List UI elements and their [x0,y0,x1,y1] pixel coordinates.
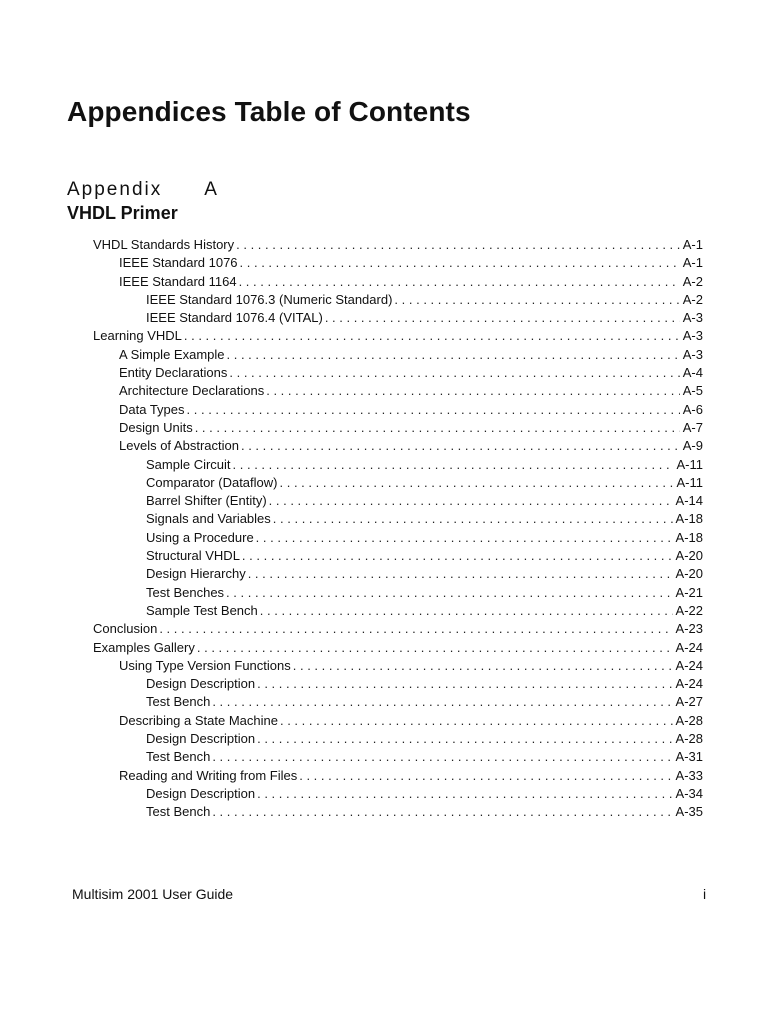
toc-entry[interactable] [146,510,703,528]
toc-entry[interactable] [146,547,703,565]
dot-leader [239,273,680,291]
toc-entry-page: A-34 [675,785,703,801]
dot-leader [159,620,672,638]
dot-leader [233,456,674,474]
appendix-title: VHDL Primer [67,203,178,223]
toc-entry[interactable] [146,785,703,803]
toc-entry-page: A-35 [675,804,703,820]
toc-entry-title: Test Bench [146,749,211,765]
toc-entry-page: A-2 [682,291,703,307]
toc-entry[interactable] [119,382,703,400]
toc-entry-page: A-24 [675,657,703,673]
toc-entry[interactable] [119,419,703,437]
toc-entry-title: Describing a State Machine [119,712,278,728]
dot-leader [242,547,673,565]
dot-leader [293,657,673,675]
toc-entry-title: Design Description [146,676,256,692]
toc-entry-page: A-33 [675,767,703,783]
toc-entry-page: A-11 [676,474,703,490]
toc-entry-page: A-3 [682,328,703,344]
toc-entry-title: Design Description [146,731,256,747]
dot-leader [256,529,673,547]
toc-entry-title: A Simple Example [119,346,225,362]
toc-entry-page: A-31 [675,749,703,765]
dot-leader [257,675,672,693]
dot-leader [299,767,672,785]
toc-entry[interactable] [146,602,703,620]
toc-entry-page: A-20 [675,548,703,564]
toc-entry[interactable] [146,291,703,309]
dot-leader [229,364,679,382]
dot-leader [195,419,680,437]
dot-leader [394,291,679,309]
appendix-label: Appendix [67,179,163,200]
toc-entry-title: Entity Declarations [119,365,228,381]
dot-leader [280,474,674,492]
toc-entry[interactable] [119,437,703,455]
toc-entry[interactable] [93,327,703,345]
dot-leader [226,584,672,602]
toc-entry-title: Levels of Abstraction [119,438,239,454]
dot-leader [212,748,672,766]
toc-entry-title: Barrel Shifter (Entity) [146,493,267,509]
toc-entry-title: Sample Circuit [146,456,231,472]
footer-page-number: i [703,886,707,902]
dot-leader [241,437,680,455]
toc-entry-title: IEEE Standard 1164 [119,273,237,289]
toc-entry-title: Data Types [119,401,185,417]
toc-entry-title: Test Bench [146,694,211,710]
toc-entry[interactable] [146,492,703,510]
toc-entry-title: IEEE Standard 1076.3 (Numeric Standard) [146,291,393,307]
toc-entry-title: Signals and Variables [146,511,271,527]
toc-entry[interactable] [146,748,703,766]
toc-entry[interactable] [93,639,703,657]
dot-leader [257,730,672,748]
toc-entry-page: A-2 [682,273,703,289]
toc-entry[interactable] [146,803,703,821]
dot-leader [269,492,673,510]
toc-entry-page: A-28 [675,731,703,747]
dot-leader [273,510,673,528]
toc-entry-title: Sample Test Bench [146,602,258,618]
toc-entry-title: Comparator (Dataflow) [146,474,278,490]
dot-leader [227,346,680,364]
toc-entry[interactable] [146,565,703,583]
toc-entry-page: A-24 [675,676,703,692]
toc-entry-title: Learning VHDL [93,328,182,344]
toc-entry-page: A-27 [675,694,703,710]
toc-entry[interactable] [146,456,703,474]
dot-leader [257,785,672,803]
toc-entry-page: A-20 [675,566,703,582]
toc-entry-page: A-6 [682,401,703,417]
dot-leader [236,236,680,254]
dot-leader [197,639,673,657]
dot-leader [260,602,673,620]
toc-entry-page: A-22 [675,602,703,618]
dot-leader [184,327,680,345]
toc-entry-page: A-1 [682,237,703,252]
toc-entry-page: A-4 [682,365,703,381]
toc-entry[interactable] [146,309,703,327]
toc-entry-page: A-21 [675,584,703,600]
dot-leader [240,254,680,272]
toc-entry-title: IEEE Standard 1076.4 (VITAL) [146,310,323,326]
toc-entry-page: A-11 [676,456,703,472]
toc-entry-page: A-5 [682,383,703,399]
toc-entry[interactable] [119,346,703,364]
toc-entry-page: A-9 [682,438,703,454]
toc-entry[interactable] [146,693,703,711]
toc-entry-title: Structural VHDL [146,548,240,564]
toc-entry-title: Design Units [119,419,193,435]
toc-entry-page: A-28 [675,712,703,728]
dot-leader [248,565,673,583]
dot-leader [212,693,672,711]
toc-entry[interactable] [119,364,703,382]
dot-leader [266,382,680,400]
toc-entry[interactable] [119,767,703,785]
toc-entry[interactable] [119,401,703,419]
page-title: Appendices Table of Contents [67,96,471,127]
appendix-letter: A [204,179,219,200]
toc-entry[interactable] [119,657,703,675]
toc-entry[interactable] [93,236,703,254]
toc-entry-title: Test Bench [146,804,211,820]
dot-leader [280,712,673,730]
toc-entry-page: A-24 [675,639,703,655]
toc-entry[interactable] [93,620,703,638]
toc-entry-page: A-14 [675,493,703,509]
toc-entry[interactable] [146,675,703,693]
toc-entry-title: IEEE Standard 1076 [119,255,238,271]
toc-entry-page: A-1 [682,255,703,271]
dot-leader [187,401,680,419]
toc-entry-page: A-23 [675,621,703,637]
toc-entry-title: Reading and Writing from Files [119,767,298,783]
toc-entry-title: Examples Gallery [93,639,195,655]
toc-entry-page: A-3 [682,310,703,326]
toc-entry-title: Test Benches [146,584,225,600]
toc-entry[interactable] [146,730,703,748]
toc-entry-title: VHDL Standards History [93,237,235,252]
table-of-contents [0,236,768,822]
toc-entry-title: Using Type Version Functions [119,657,291,673]
toc-entry[interactable] [119,273,703,291]
toc-entry-page: A-7 [682,419,703,435]
toc-entry[interactable] [119,254,703,272]
toc-entry-page: A-3 [682,346,703,362]
toc-entry-title: Architecture Declarations [119,383,265,399]
footer-guide-title: Multisim 2001 User Guide [72,886,234,902]
toc-entry[interactable] [146,529,703,547]
appendix-heading [67,179,219,201]
dot-leader [325,309,680,327]
dot-leader [212,803,672,821]
toc-entry-title: Design Hierarchy [146,566,246,582]
toc-entry-title: Design Description [146,785,256,801]
toc-entry-page: A-18 [675,511,703,527]
toc-entry[interactable] [119,712,703,730]
toc-entry[interactable] [146,584,703,602]
toc-entry-title: Using a Procedure [146,529,254,545]
toc-entry-title: Conclusion [93,621,158,637]
toc-entry-page: A-18 [675,529,703,545]
toc-entry[interactable] [146,474,703,492]
